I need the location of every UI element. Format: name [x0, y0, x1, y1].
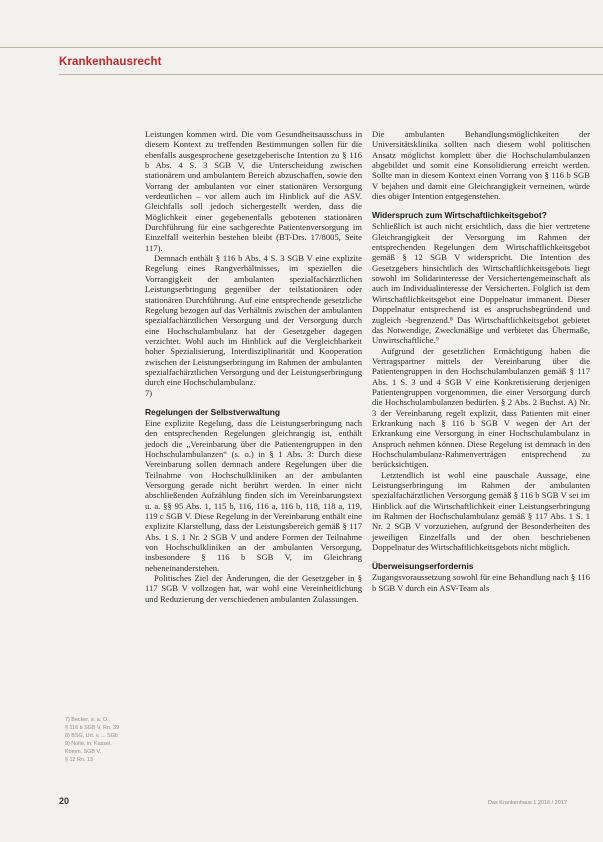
footnote-line: 8) BSG, Urt. v. ... SGb	[65, 732, 118, 739]
left-column	[145, 129, 362, 604]
footnote-line: 7) Becker, a. a. O.,	[65, 717, 110, 723]
right-column	[372, 129, 590, 593]
footnote-line: § 12 Rn. 13	[65, 756, 93, 763]
footnote-reference: 7)	[145, 387, 153, 398]
left-paragraph-3: Eine explizite Regelung, dass die Leistungserbringung nach den entsprechenden Regelungen gleichrangig ist, enthält jedoch die „Vereinbarung über die Patientengruppen in den Hochschulambulanzen“ (s. o.) in § 1 Abs. 3: Durch diese Vereinbarung sollen demnach andere Regelungen über die Teilnahme von Hochschulkliniken an der ambulanten Versorgung gerade nicht berührt werden. In einer nicht abschließenden Aufzählung finden sich im Vereinbarungstext u. a. §§ 95 Abs. 1, 115 b, 116, 116 a, 116 b, 118, 118 a, 119, 119 c SGB V. Diese Regelung in der Vereinbarung enthält eine explizite Klarstellung, dass der Leistungsbereich gemäß § 117 Abs. 1 S. 1 Nr. 2 SGB V und andere Formen der Teilnahme von Hochschulkliniken an der ambulanten Versorgung, insbesondere § 116 b SGB V, im Gleichrang nebeneinanderstehen.	[145, 417, 362, 573]
section-title: Krankenhausrecht	[59, 56, 162, 68]
right-paragraph-5: Zugangsvoraussetzung sowohl für eine Behandlung nach § 116 b SGB V durch ein ASV-Team als	[372, 572, 590, 593]
footnote-line: Komm. SGB V,	[65, 748, 102, 755]
heading-ueberweisungserfordernis: Überweisungserfordernis	[372, 561, 474, 572]
left-paragraph-1: Leistungen kommen wird. Die vom Gesundheitsausschuss in diesem Kontext zu treffenden Bestimmungen sollen für die ebenfalls ausgesprochene gesetzgeberische Intention zu § 116 b Abs. 4 S. 3 SGB V, die Unterscheidung zwischen stationärem und ambulantem Bereich abzuschaffen, sowie den Vorrang der ambulanten vor einer stationären Versorgung verdeutlichen – vor allem auch im Hinblick auf die ASV. Gleichfalls soll jedoch sichergestellt werden, dass die Möglichkeit einer gegebenenfalls gebotenen stationären Durchführung für eine sachgerechte Patientenversorgung im Einzelfall weiterhin bestehen bleibt (BT-Drs. 17/8005, Seite 117).	[145, 129, 362, 253]
right-paragraph-3: Aufgrund der gesetzlichen Ermächtigung haben die Vertragspartner mittels der Vereinbarung über die Patientengruppen in den Hochschulambulanzen gemäß § 117 Abs. 1 S. 3 und 4 SGB V eine Konkretisierung derjenigen Patientengruppen vorgenommen, die einer Versorgung durch die Hochschulambulanzen bedürfen. § 2 Abs. 2 Buchst. A) Nr. 3 der Vereinbarung regelt explizit, dass Patienten mit einer Erkrankung nach § 116 b SGB V wegen der Art der Erkrankung eine Versorgung in einer Hochschulambulanz in Anspruch nehmen können. Diese Regelung ist demnach in den Hochschulambulanz-Rahmenverträgen entsprechend zu berücksichtigen.	[372, 345, 590, 470]
footer-source: Das Krankenhaus 1.2016 / 2017	[488, 800, 567, 806]
header-rule-bottom	[59, 74, 603, 75]
page-number: 20	[59, 796, 70, 806]
footnote-line: 9) Nolte, in: Kassel.	[65, 740, 112, 747]
left-paragraph-2: Demnach enthält § 116 b Abs. 4 S. 3 SGB V eine explizite Regelung eines Rangverhältnisses, im speziellen die Vorrangigkeit der ambulanten spezialfachärztlichen Leistungserbringung gegenüber der teilstationären oder stationären Durchführung. Auf eine entsprechende gesetzliche Regelung bezogen auf das Verhältnis zwischen der ambulanten spezialfachärztlichen Versorgung und der Versorgung durch eine Hochschulambulanz hat der Gesetzgeber dagegen verzichtet. Wohl auch im Hinblick auf die Vergleichbarkeit hoher Spezialisierung, Interdisziplinarität und Kooperation zwischen der Leistungserbringung im Rahmen der ambulanten spezialfachärztlichen Versorgung und der Leistungserbringung durch eine Hochschulambulanz.	[145, 253, 362, 388]
right-paragraph-4: Letztendlich ist wohl eine pauschale Aussage, eine Leistungserbringung im Rahmen der ambulanten spezialfachärztlichen Versorgung gemäß § 116 b SGB V sei im Hinblick auf die Wirtschaftlichkeit einer Leistungserbringung im Rahmen der Hochschulambulanz gemäß § 117 Abs. 1 S. 1 Nr. 2 SGB V vorzuziehen, aufgrund der Besonderheiten des jeweiligen Einzelfalls und der oben beschriebenen Doppelnatur des Wirtschaftlichkeitsgebots nicht möglich.	[372, 469, 590, 553]
footnotes	[65, 717, 137, 764]
heading-selbstverwaltung: Regelungen der Selbstverwaltung	[145, 406, 280, 417]
heading-wirtschaftlichkeitsgebot: Widerspruch zum Wirtschaftlichkeitsgebot?	[372, 210, 547, 221]
header-rule-top	[0, 47, 603, 48]
right-paragraph-1: Die ambulanten Behandlungsmöglichkeiten der Universitätsklinika sollten nach diesem wohl politischen Ansatz möglichst komplett über die Hochschulambulanzen abgebildet und somit eine Konsolidierung erreicht werden. Sollte man in diesem Kontext einen Vorrang von § 116 b SGB V bejahen und damit eine Gleichrangigkeit verneinen, würde dies obiger Intention entgegenstehen.	[372, 129, 590, 202]
right-paragraph-2: Schließlich ist auch nicht ersichtlich, dass die hier vertretene Gleichrangigkeit der Versorgung im Rahmen der entsprechenden Regelungen dem Wirtschaftlichkeitsgebot gemäß § 12 SGB V widerspricht. Die Intention des Gesetzgebers hinsichtlich des Wirtschaftlichkeitsgebots liegt sowohl im Solidarinteresse der Versichertengemeinschaft als auch im Individualinteresse der Versicherten. Folglich ist dem Wirtschaftlichkeitsgebot eine Doppelnatur immanent. Dieser Doppelnatur entsprechend ist es anspruchsbegründend und zugleich -begrenzend.⁸ Das Wirtschaftlichkeitsgebot gebietet das Notwendige, Zweckmäßige und verbietet das Übermaße, Unwirtschaftliche.⁹	[372, 221, 590, 346]
footnote-line: § 116 b SGB V, Rn. 39	[65, 724, 119, 731]
left-paragraph-4: Politisches Ziel der Änderungen, die der Gesetzgeber in § 117 SGB V vollzogen hat, war wohl eine Vereinheitlichung und Reduzierung der verschiedenen ambulanten Zulassungen.	[145, 573, 362, 604]
